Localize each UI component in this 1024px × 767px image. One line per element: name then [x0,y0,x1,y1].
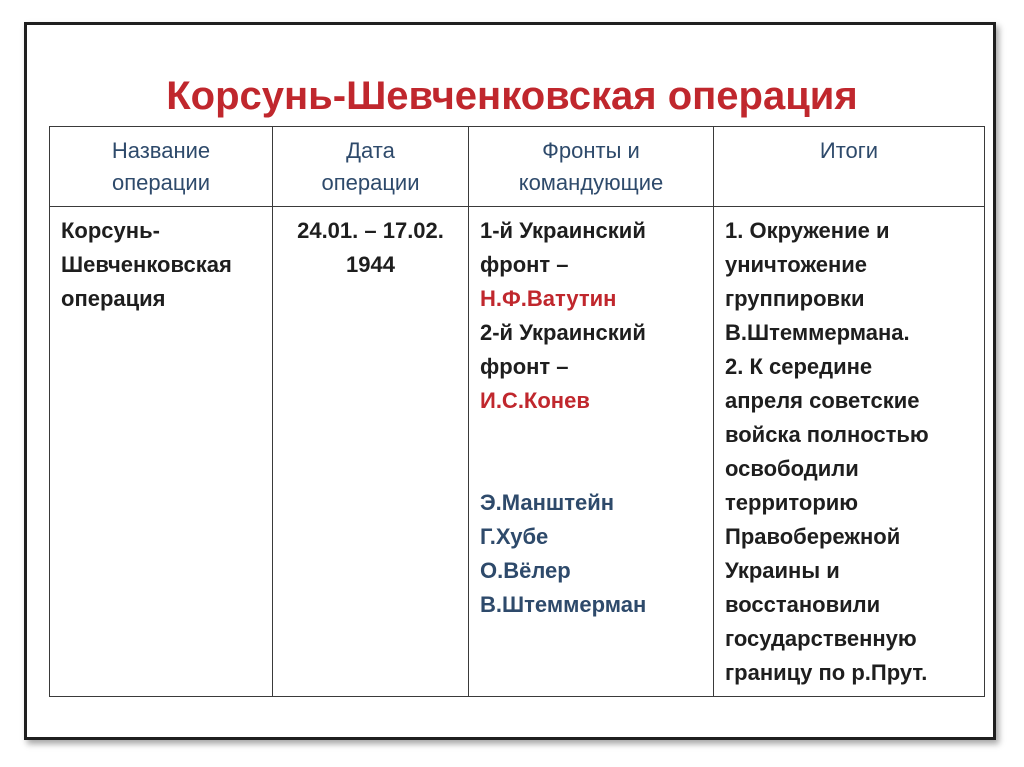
front-2-name: 2-й Украинский [480,320,646,345]
header-fronts-line2: командующие [518,170,664,195]
cell-operation-name [50,207,273,697]
results-line: освободили [725,456,859,481]
results-line: апреля советские [725,388,920,413]
operation-name-line: операция [61,286,166,311]
cell-operation-date [273,207,469,697]
front-1-label: фронт – [480,252,569,277]
header-operation-date [273,127,469,207]
header-operation-name-line1: Название [111,138,211,163]
front-2-commander: И.С.Конев [480,388,590,413]
cell-fronts-commanders [469,207,714,697]
operations-table [49,126,985,697]
results-line: восстановили [725,592,881,617]
results-line: 2. К середине [725,354,873,379]
german-commander: В.Штеммерман [480,592,647,617]
results-line: Правобережной [725,524,901,549]
front-1-commander: Н.Ф.Ватутин [480,286,617,311]
results-line: В.Штеммермана. [725,320,910,345]
header-operation-name-line2: операции [111,170,211,195]
header-fronts-line1: Фронты и [542,138,640,163]
front-2-label: фронт – [480,354,569,379]
front-1-name: 1-й Украинский [480,218,646,243]
results-line: государственную [725,626,917,651]
header-fronts-commanders [469,127,714,207]
operation-date-year: 1944 [346,252,395,277]
results-line: 1. Окружение и [725,218,890,243]
results-line: войска полностью [725,422,929,447]
results-line: группировки [725,286,865,311]
results-line: Украины и [725,558,840,583]
header-operation-date-line2: операции [321,170,420,195]
german-commander: Г.Хубе [480,524,549,549]
german-commander: Э.Манштейн [480,490,615,515]
operation-name-line: Корсунь- [61,218,160,243]
results-line: территорию [725,490,859,515]
cell-results [714,207,985,697]
header-results [714,127,985,207]
header-results-line1: Итоги [819,138,879,163]
header-operation-name [50,127,273,207]
spacer [480,418,705,486]
results-line: границу по р.Прут. [725,660,928,685]
results-line: уничтожение [725,252,868,277]
german-commander: О.Вёлер [480,558,571,583]
table-row [50,207,985,697]
operation-name-line: Шевченковская [61,252,232,277]
header-operation-date-line1: Дата [346,138,395,163]
table-header-row [50,127,985,207]
slide-title: Корсунь-Шевченковская операция [166,74,858,118]
operation-date-range: 24.01. – 17.02. [297,218,444,243]
